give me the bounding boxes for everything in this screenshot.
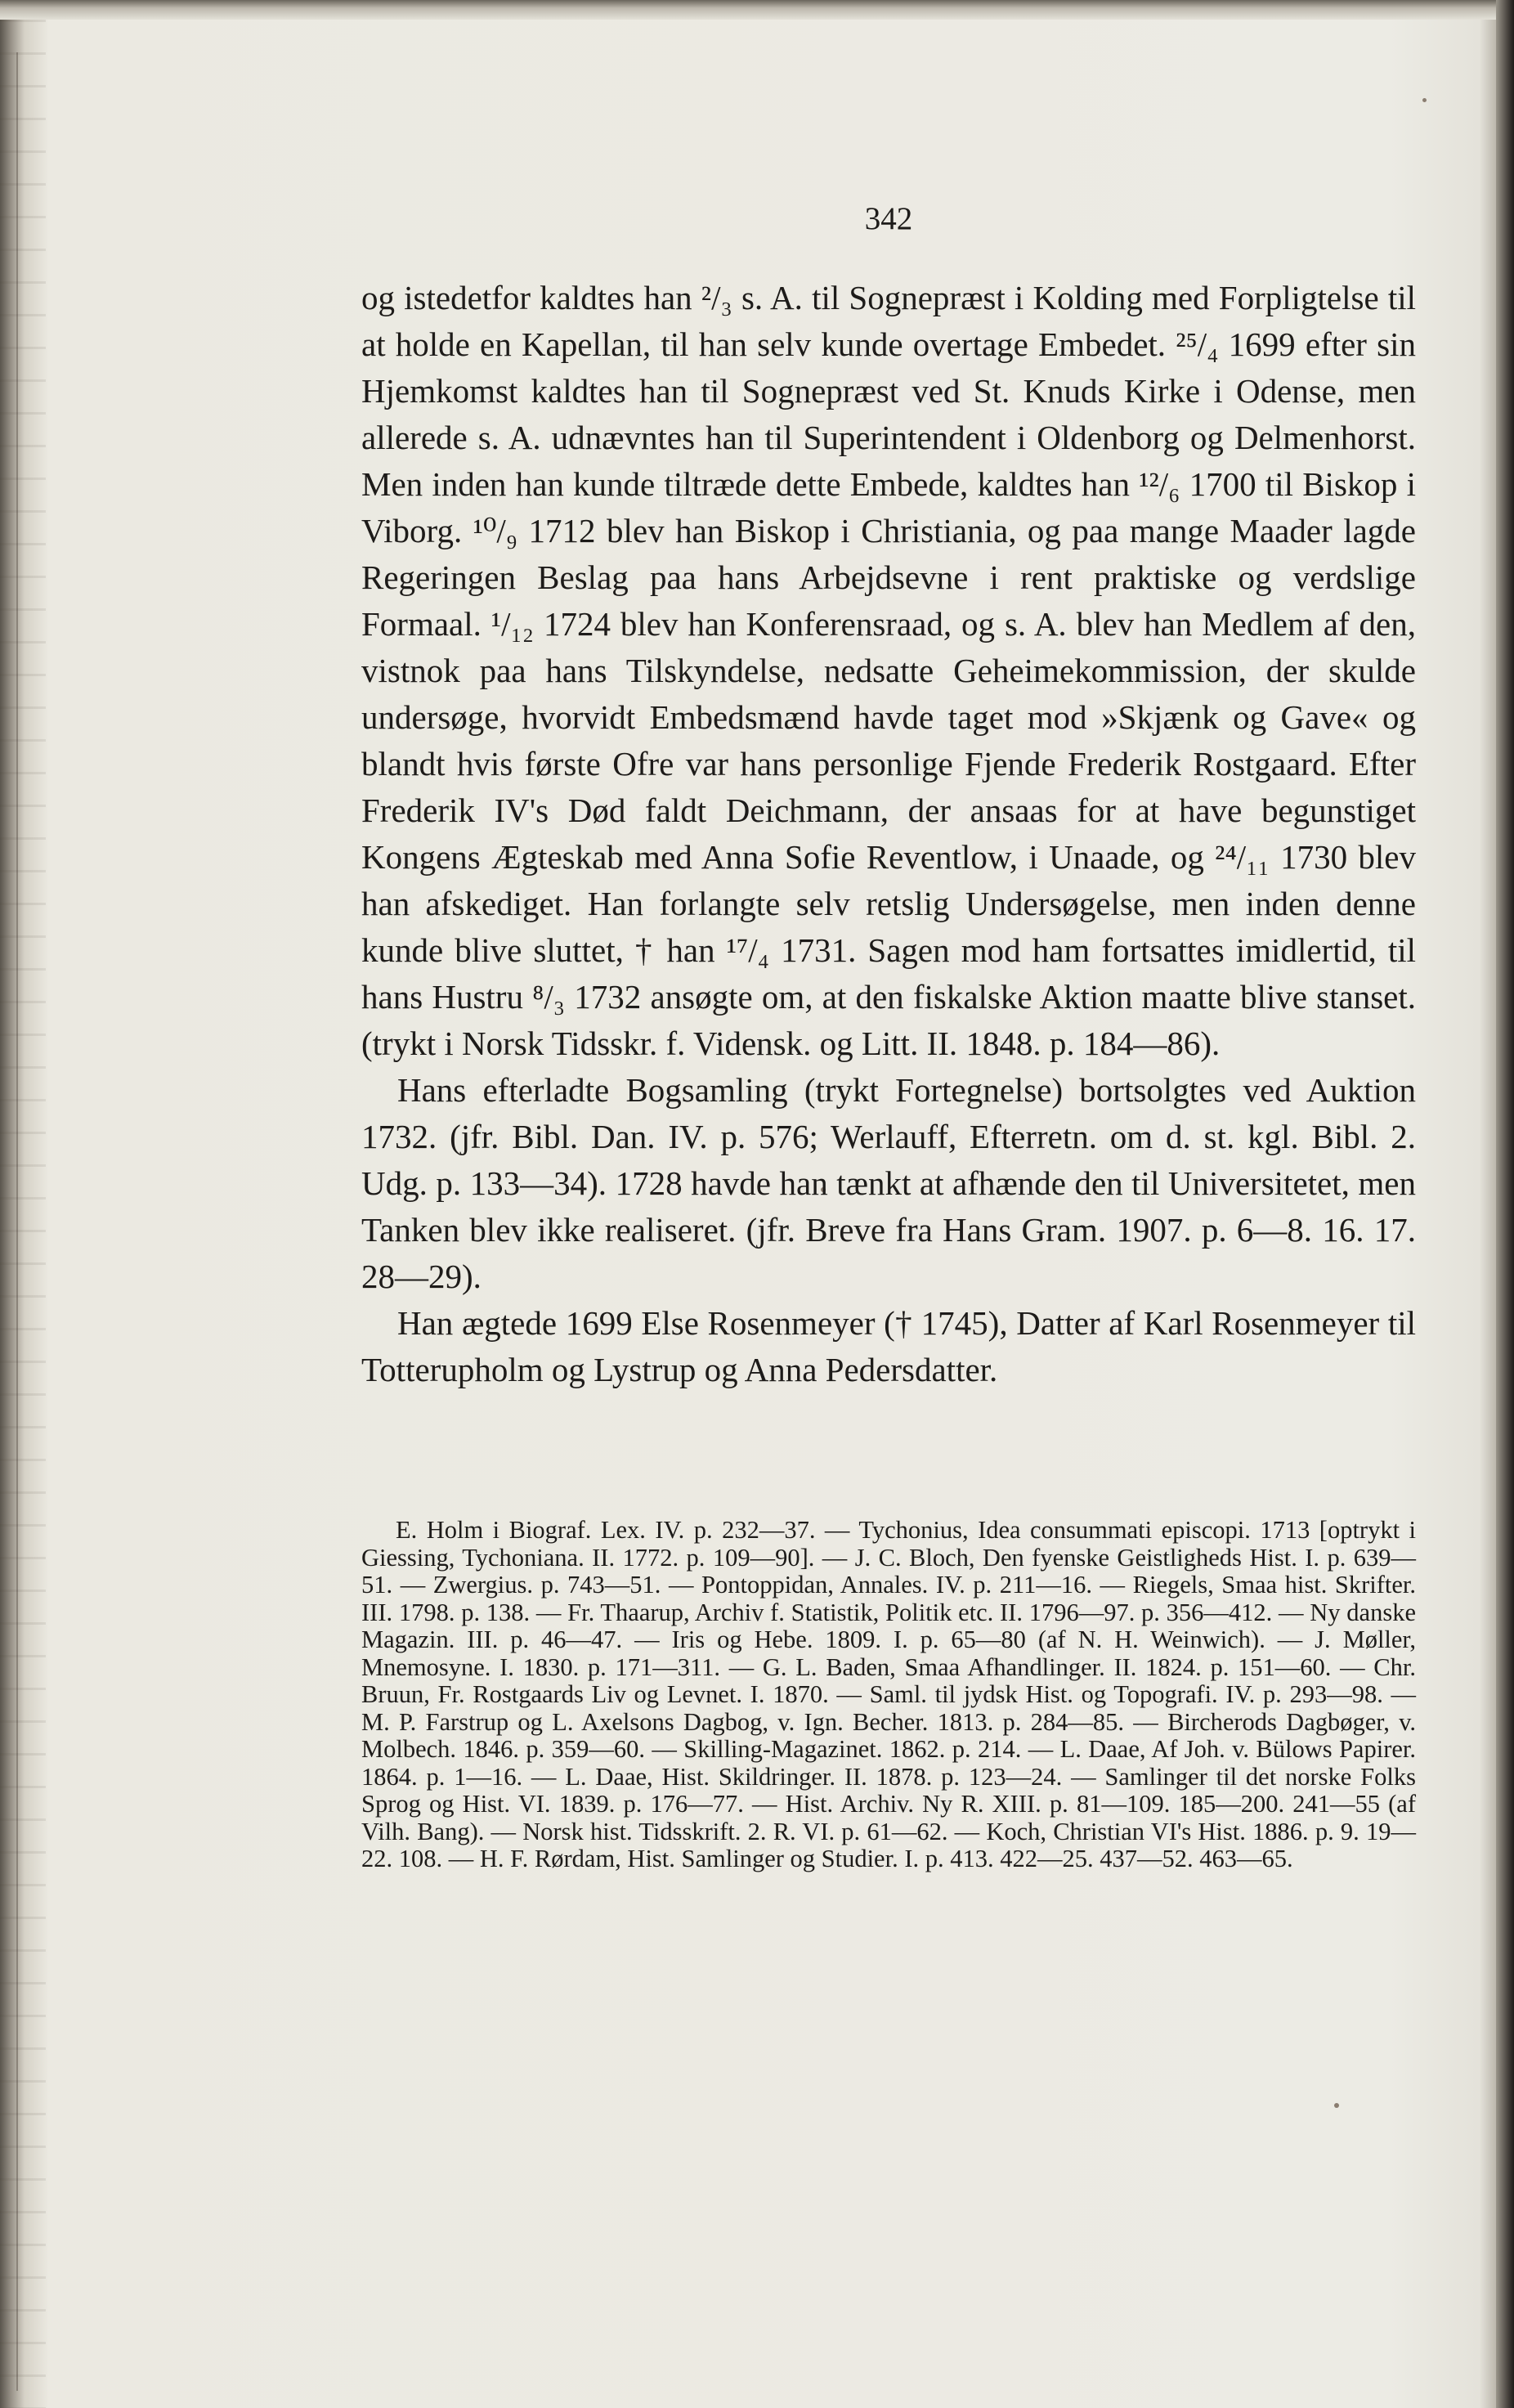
paper-speck (1422, 98, 1427, 102)
page-right-edge (1496, 0, 1514, 2408)
paragraph-library: Hans efterladte Bogsamling (trykt Fortegnelse) bortsolgtes ved Auktion 1732. (jfr. Bibl. Dan. IV. p. 576; Werlauff, Efterretn. om d. st. kgl. Bibl. 2. Udg. p. 133—34). 1728 havde han tænkt at afhænde den til Universitetet, men Tanken blev ikke realiseret. (jfr. Breve fra Hans Gram. 1907. p. 6—8. 16. 17. 28—29). (361, 1071, 1416, 1295)
paragraph-biography: og istedetfor kaldtes han ²/₃ s. A. til Sognepræst i Kolding med Forpligtelse til at holde en Kapellan, til han selv kunde overtage Embedet. ²⁵/₄ 1699 efter sin Hjemkomst kaldtes han til Sognepræst ved St. Knuds Kirke i Odense, men allerede s. A. udnævntes han til Superintendent i Oldenborg og Delmenhorst. Men inden han kunde tiltræde dette Embede, kaldtes han ¹²/₆ 1700 til Biskop i Viborg. ¹⁰/₉ 1712 blev han Biskop i Christiania, og paa mange Maader lagde Regeringen Beslag paa hans Arbejdsevne i rent praktiske og verdslige Formaal. ¹/₁₂ 1724 blev han Konferensraad, og s. A. blev han Medlem af den, vistnok paa hans Tilskyndelse, nedsatte Geheimekommission, der skulde undersøge, hvorvidt Embedsmænd havde taget mod »Skjænk og Gave« og blandt hvis første Ofre var hans personlige Fjende Frederik Rostgaard. Efter Frederik IV's Død faldt Deichmann, der ansaas for at have begunstiget Kongens Ægteskab med Anna Sofie Reventlow, i Unaade, og ²⁴/₁₁ 1730 blev han afskediget. Han forlangte selv retslig Undersøgelse, men inden denne kunde blive sluttet, † han ¹⁷/₄ 1731. Sagen mod ham fortsattes imidlertid, til hans Hustru ⁸/₃ 1732 ansøgte om, at den fiskalske Aktion maatte blive stanset. (trykt i Norsk Tidsskr. f. Vidensk. og Litt. II. 1848. p. 184—86). (361, 279, 1416, 1062)
paper-speck (1334, 2103, 1339, 2108)
main-text (361, 275, 1416, 1393)
sources-footnote (361, 1517, 1416, 1873)
page-top-edge (0, 0, 1514, 20)
sources-text: E. Holm i Biograf. Lex. IV. p. 232—37. — Tychonius, Idea consummati episcopi. 1713 [optrykt i Giessing, Tychoniana. II. 1772. p. 109—90]. — J. C. Bloch, Den fyenske Geistligheds Hist. I. p. 639—51. — Zwergius. p. 743—51. — Pontoppidan, Annales. IV. p. 211—16. — Riegels, Smaa hist. Skrifter. III. 1798. p. 138. — Fr. Thaarup, Archiv f. Statistik, Politik etc. II. 1796—97. p. 356—412. — Ny danske Magazin. III. p. 46—47. — Iris og Hebe. 1809. I. p. 65—80 (af N. H. Weinwich). — J. Møller, Mnemosyne. I. 1830. p. 171—311. — G. L. Baden, Smaa Afhandlinger. II. 1824. p. 151—60. — Chr. Bruun, Fr. Rostgaards Liv og Levnet. I. 1870. — Saml. til jydsk Hist. og Topografi. IV. p. 293—98. — M. P. Farstrup og L. Axelsons Dagbog, v. Ign. Becher. 1813. p. 284—85. — Bircherods Dagbøger, v. Molbech. 1846. p. 359—60. — Skilling-Magazinet. 1862. p. 214. — L. Daae, Af Joh. v. Bülows Papirer. 1864. p. 1—16. — L. Daae, Hist. Skildringer. II. 1878. p. 123—24. — Samlinger til det norske Folks Sprog og Hist. VI. 1839. p. 176—77. — Hist. Archiv. Ny R. XIII. p. 81—109. 185—200. 241—55 (af Vilh. Bang). — Norsk hist. Tidsskrift. 2. R. VI. p. 61—62. — Koch, Christian VI's Hist. 1886. p. 9. 19—22. 108. — H. F. Rørdam, Hist. Samlinger og Studier. I. p. 413. 422—25. 437—52. 463—65. (361, 1516, 1416, 1872)
binding-crease (16, 52, 18, 2391)
book-binding-shadow (0, 20, 46, 2408)
page-number: 342 (864, 201, 913, 236)
paragraph-marriage: Han ægtede 1699 Else Rosenmeyer († 1745), Datter af Karl Rosenmeyer til Totterupholm og Lystrup og Anna Pedersdatter. (361, 1304, 1416, 1388)
